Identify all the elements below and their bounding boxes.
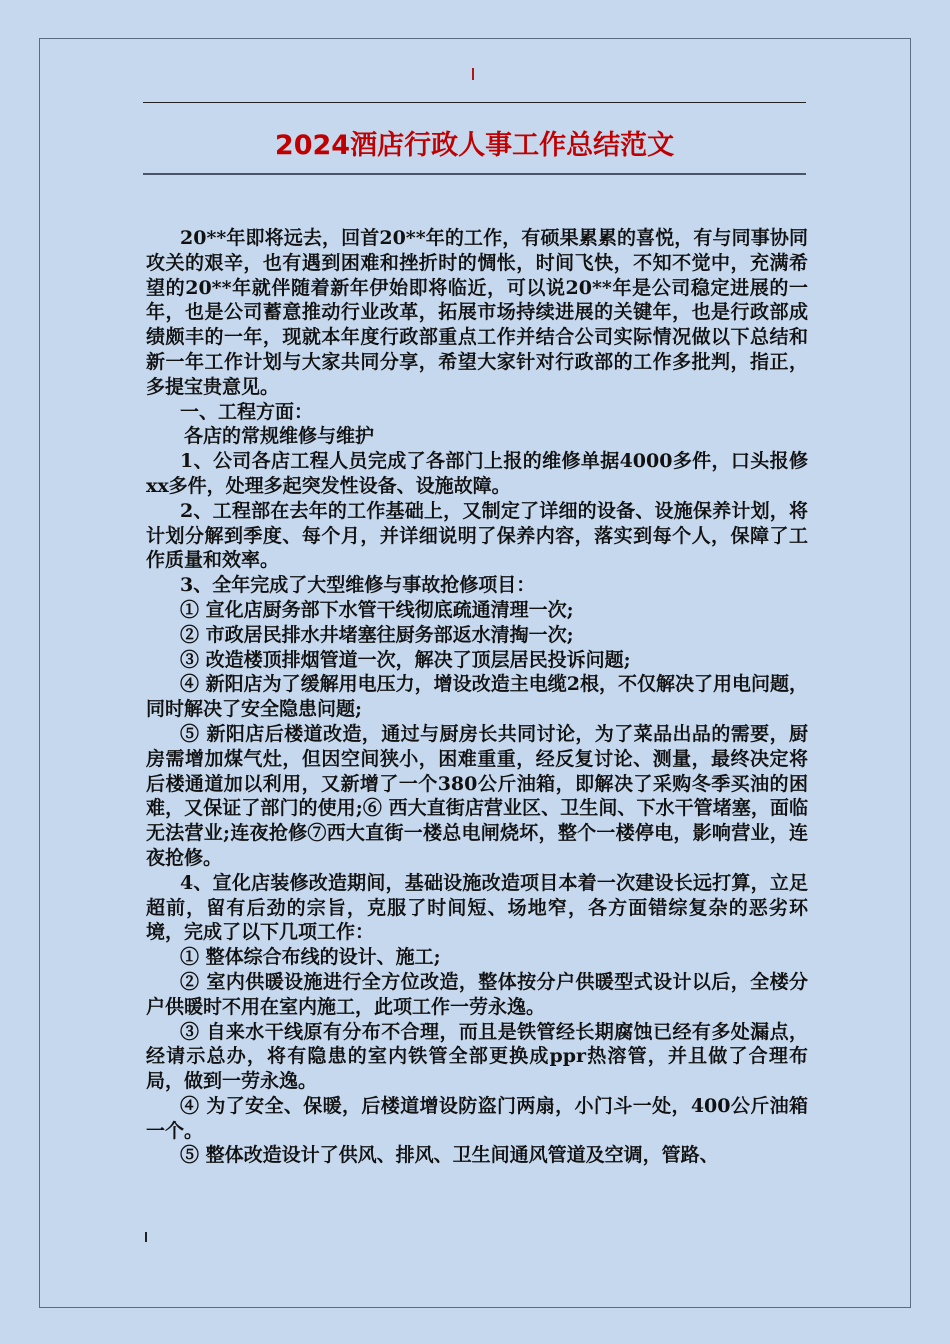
list-item: ① 整体综合布线的设计、施工;: [180, 946, 441, 969]
list-item: ④ 新阳店为了缓解用电压力，增设改造主电缆2根，不仅解决了用电问题，同时解决了安全隐患问题;: [146, 673, 808, 721]
header-mark: [472, 68, 474, 80]
footer-mark: [145, 1232, 147, 1242]
paragraph-item-4: 4、宣化店装修改造期间，基础设施改造项目本着一次建设长远打算，立足超前，留有后劲的宗旨，克服了时间短、场地窄，各方面错综复杂的恶劣环境，完成了以下几项工作：: [146, 871, 808, 944]
subheading-maintenance: 各店的常规维修与维护: [184, 425, 375, 448]
list-item: ⑤ 新阳店后楼道改造，通过与厨房长共同讨论，为了菜品出品的需要，厨房需增加煤气灶，但因空间狭小，困难重重，经反复讨论、测量，最终决定将后楼通道加以利用，又新增了一个380公斤油箱，即解决了采购冬季买油的困难，又保证了部门的使用;⑥ 西大直街店营业区、卫生间、下水干管堵塞，面临无法营业;连夜抢修⑦西大直街一楼总电闸烧坏，整个一楼停电，影响营业，连夜抢修。: [146, 722, 808, 869]
header-rule: [143, 102, 806, 103]
list-item: ③ 自来水干线原有分布不合理，而且是铁管经长期腐蚀已经有多处漏点，经请示总办，将有隐患的室内铁管全部更换成ppr热溶管，并且做了合理布局，做到一劳永逸。: [146, 1020, 808, 1093]
list-item: ③ 改造楼顶排烟管道一次，解决了顶层居民投诉问题;: [180, 648, 631, 671]
paragraph-item-3: 3、全年完成了大型维修与事故抢修项目：: [180, 574, 536, 597]
list-item: ⑤ 整体改造设计了供风、排风、卫生间通风管道及空调，管路、: [180, 1144, 719, 1167]
list-item: ④ 为了安全、保暖，后楼道增设防盗门两扇，小门斗一处，400公斤油箱一个。: [146, 1094, 808, 1142]
paragraph-item-2: 2、工程部在去年的工作基础上，又制定了详细的设备、设施保养计划，将计划分解到季度、每个月，并详细说明了保养内容，落实到每个人，保障了工作质量和效率。: [146, 499, 808, 572]
section-heading-engineering: 一、工程方面：: [180, 400, 314, 423]
document-body: [146, 226, 808, 1168]
document-title: 2024酒店行政人事工作总结范文: [274, 130, 675, 161]
list-item: ② 室内供暖设施进行全方位改造，整体按分户供暖型式设计以后，全楼分户供暖时不用在室内施工，此项工作一劳永逸。: [146, 970, 808, 1018]
list-item: ① 宣化店厨务部下水管干线彻底疏通清理一次;: [180, 598, 574, 621]
title-rule: [143, 173, 806, 175]
paragraph-item-1: 1、公司各店工程人员完成了各部门上报的维修单据4000多件，口头报修xx多件，处理多起突发性设备、设施故障。: [146, 450, 808, 497]
list-item: ② 市政居民排水井堵塞往厨务部返水清掏一次;: [180, 623, 574, 646]
paragraph-intro: 20**年即将远去，回首20**年的工作，有硕果累累的喜悦，有与同事协同攻关的艰辛，也有遇到困难和挫折时的惆怅，时间飞快，不知不觉中，充满希望的20**年就伴随着新年伊始即将临近，可以说20**年是公司稳定进展的一年，也是公司蓄意推动行业改革，拓展市场持续进展的关键年，也是行政部成绩颇丰的一年，现就本年度行政部重点工作并结合公司实际情况做以下总结和新一年工作计划与大家共同分享，希望大家针对行政部的工作多批判，指正，多提宝贵意见。: [146, 227, 808, 398]
